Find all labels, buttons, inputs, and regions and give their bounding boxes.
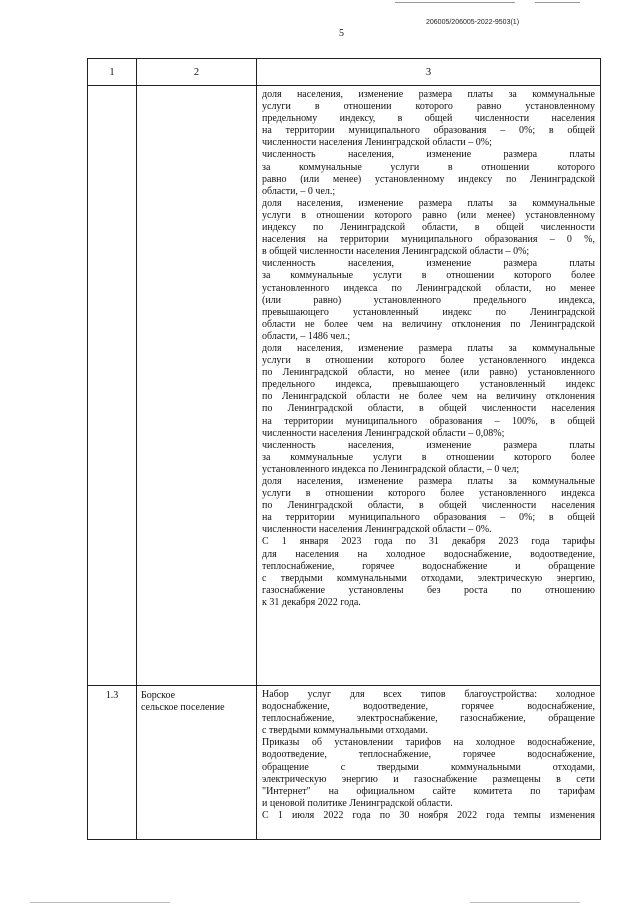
text-line: на территории муниципального образования – 0%; в общей [262, 512, 595, 524]
row-number-cell [88, 86, 137, 686]
text-line: за коммунальные услуги в отношении которого более [262, 451, 595, 463]
scan-edge-line [535, 2, 580, 3]
description-cell [257, 86, 601, 686]
text-line: С 1 июля 2022 года по 30 ноября 2022 года темпы изменения [262, 809, 595, 821]
text-line: теплоснабжение, горячее водоснабжение и обращение [262, 560, 595, 572]
text-line: водоснабжение, водоотведение, горячее водоснабжение, [262, 701, 595, 713]
row-number-cell: 1.3 [88, 686, 137, 840]
text-line: услуги в отношении которого более установленного индекса [262, 355, 595, 367]
text-line: численность населения, изменение размера платы [262, 149, 595, 161]
text-line: установленного индекса по Ленинградской области, – 0 чел; [262, 463, 520, 475]
text-line: к 31 декабря 2022 года. [262, 596, 361, 608]
text-line: по Ленинградской области не более чем на величину отклонения [262, 391, 595, 403]
text-line: населения на территории муниципального образования – 0 %, [262, 234, 595, 246]
text-line: численность населения, изменение размера платы [262, 439, 595, 451]
table-row [88, 86, 601, 686]
scan-edge-line [470, 902, 580, 903]
description-cell [257, 686, 601, 840]
text-line: С 1 января 2023 года по 31 декабря 2023 года тарифы [262, 536, 595, 548]
text-line: теплоснабжение, электроснабжение, газоснабжение, обращение [262, 713, 595, 725]
text-line: услуги в отношении которого равно установленному [262, 101, 595, 113]
settlement-cell [137, 86, 257, 686]
description-text [262, 89, 595, 609]
text-line: равно (или менее) установленному индексу по Ленинградской [262, 173, 595, 185]
text-line: области, – 1486 чел.; [262, 330, 351, 342]
settlement-type: сельское поселение [141, 702, 225, 713]
text-line: по Ленинградской области, в общей численности населения [262, 500, 595, 512]
text-line: численности населения Ленинградской области – 0%. [262, 524, 492, 536]
table-row [88, 686, 601, 840]
text-line: с твердыми коммунальными отходами, электрическую энергию, [262, 572, 595, 584]
text-line: превышающего установленный индекс по Ленинградской [262, 306, 595, 318]
text-line: численность населения, изменение размера платы [262, 258, 595, 270]
text-line: услуги в отношении которого более установленного индекса [262, 488, 595, 500]
document-id: 206005/206005-2022-9503(1) [426, 19, 520, 26]
text-line: установленного индекса по Ленинградской области, но менее [262, 282, 595, 294]
text-line: области не более чем на величину отклонения по Ленинградской [262, 318, 595, 330]
text-line: с твердыми коммунальными отходами. [262, 725, 429, 737]
text-line: по Ленинградской области, но менее (или равно) установленного [262, 367, 595, 379]
text-line: доля населения, изменение размера платы за коммунальные [262, 342, 595, 354]
header-cell-3: 3 [257, 59, 601, 86]
text-line: для населения на холодное водоснабжение, водоотведение, [262, 548, 595, 560]
text-line: "Интернет" на официальном сайте комитета по тарифам [262, 785, 595, 797]
text-line: индексу по Ленинградской области, в общей численности [262, 222, 595, 234]
text-line: услуги в отношении которого равно (или менее) установленному [262, 209, 595, 221]
text-line: на территории муниципального образования – 0%; в общей [262, 125, 595, 137]
description-text [262, 689, 595, 822]
header-cell-2: 2 [137, 59, 257, 86]
text-line: доля населения, изменение размера платы за коммунальные [262, 89, 595, 100]
text-line: в общей численности населения Ленинградской области – 0%; [262, 246, 530, 258]
text-line: численности населения Ленинградской области – 0%; [262, 137, 492, 149]
text-line: за коммунальные услуги в отношении которого более [262, 270, 595, 282]
text-line: Набор услуг для всех типов благоустройства: холодное [262, 689, 595, 700]
text-line: предельного индекса, превышающего установленный индекс [262, 379, 595, 391]
settlement-cell [137, 686, 257, 840]
tariff-table [87, 58, 601, 840]
text-line: обращение с твердыми коммунальными отходами, [262, 761, 595, 773]
text-line: предельному индексу, в общей численности населения [262, 113, 595, 125]
header-cell-1: 1 [88, 59, 137, 86]
text-line: доля населения, изменение размера платы за коммунальные [262, 476, 595, 487]
text-line: численности населения Ленинградской области – 0,08%; [262, 427, 505, 439]
text-line: и ценовой политике Ленинградской области. [262, 797, 453, 809]
text-line: доля населения, изменение размера платы за коммунальные [262, 197, 595, 209]
text-line: Приказы об установлении тарифов на холодное водоснабжение, [262, 737, 595, 749]
page-number: 5 [339, 28, 344, 39]
scan-edge-line [30, 902, 170, 903]
table-header-row [88, 59, 601, 86]
settlement-name: Борское [141, 690, 176, 701]
text-line: за коммунальные услуги в отношении которого [262, 161, 595, 173]
text-line: газоснабжение установлены без роста по отношению [262, 584, 595, 596]
text-line: электрическую энергию и газоснабжение размещены в сети [262, 773, 595, 785]
scan-edge-line [395, 2, 515, 3]
text-line: по Ленинградской области, в общей численности населения [262, 403, 595, 415]
text-line: (или равно) установленного предельного индекса, [262, 294, 595, 306]
text-line: области, – 0 чел.; [262, 185, 336, 197]
text-line: водоотведение, теплоснабжение, горячее водоснабжение, [262, 749, 595, 761]
text-line: на территории муниципального образования – 100%, в общей [262, 415, 595, 427]
